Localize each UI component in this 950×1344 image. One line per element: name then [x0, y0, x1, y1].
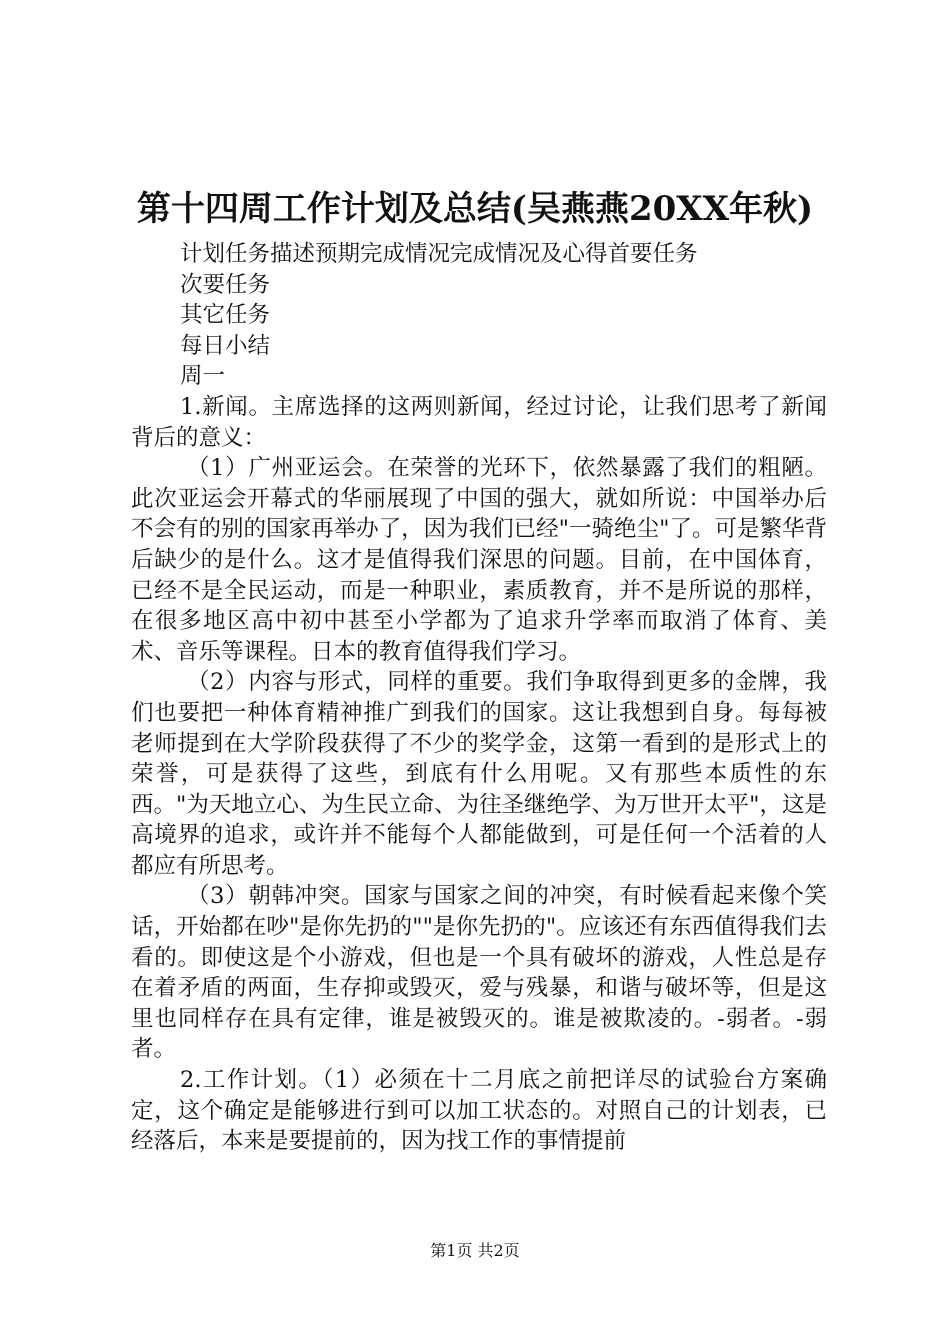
daily-summary-label: 每日小结: [180, 332, 271, 359]
task-label-secondary: 次要任务: [180, 271, 271, 298]
paragraph-korea-conflict: （3）朝韩冲突。国家与国家之间的冲突，有时候看起来像个笑话，开始都在吵"是你先扔的""是你先扔的"。应该还有东西值得我们去看的。即使这是个小游戏，但也是一个具有破坏的游戏，人性总是存在着矛盾的两面，生存抑或毁灭，爱与残暴，和谐与破坏等，但是这里也同样存在具有定律，谁是被毁灭的。谁是被欺凌的。-弱者。-弱者。: [131, 883, 827, 1063]
paragraph-news: 1.新闻。主席选择的这两则新闻，经过讨论，让我们思考了新闻背后的意义：: [131, 393, 827, 451]
paragraph-work-plan: 2.工作计划。（1）必须在十二月底之前把详尽的试验台方案确定，这个确定是能够进行到可以加工状态的。对照自己的计划表，已经落后，本来是要提前的，因为找工作的事情提前: [131, 1067, 827, 1155]
task-label-other: 其它任务: [180, 302, 271, 329]
paragraph-asian-games: （1）广州亚运会。在荣誉的光环下，依然暴露了我们的粗陋。此次亚运会开幕式的华丽展现了中国的强大，就如所说：中国举办后不会有的别的国家再举办了，因为我们已经"一骑绝尘"了。可是繁华背后缺少的是什么。这才是值得我们深思的问题。目前，在中国体育，已经不是全民运动，而是一种职业，素质教育，并不是所说的那样，在很多地区高中初中甚至小学都为了追求升学率而取消了体育、美术、音乐等课程。日本的教育值得我们学习。: [131, 455, 827, 665]
table-header-line: 计划任务描述预期完成情况完成情况及心得首要任务: [180, 241, 698, 267]
weekday-label: 周一: [180, 363, 226, 390]
page-footer: 第1页 共2页: [430, 1241, 520, 1260]
document-title: 第十四周工作计划及总结(吴燕燕20XX年秋): [136, 189, 814, 229]
document-body: [131, 239, 827, 1157]
paragraph-content-form: （2）内容与形式，同样的重要。我们争取得到更多的金牌，我们也要把一种体育精神推广到我们的国家。这让我想到自身。每每被老师提到在大学阶段获得了不少的奖学金，这第一看到的是形式上的荣誉，可是获得了这些，到底有什么用呢。又有那些本质性的东西。"为天地立心、为生民立命、为往圣继绝学、为万世开太平"，这是高境界的追求，或许并不能每个人都能做到，可是任何一个活着的人都应有所思考。: [131, 669, 827, 879]
